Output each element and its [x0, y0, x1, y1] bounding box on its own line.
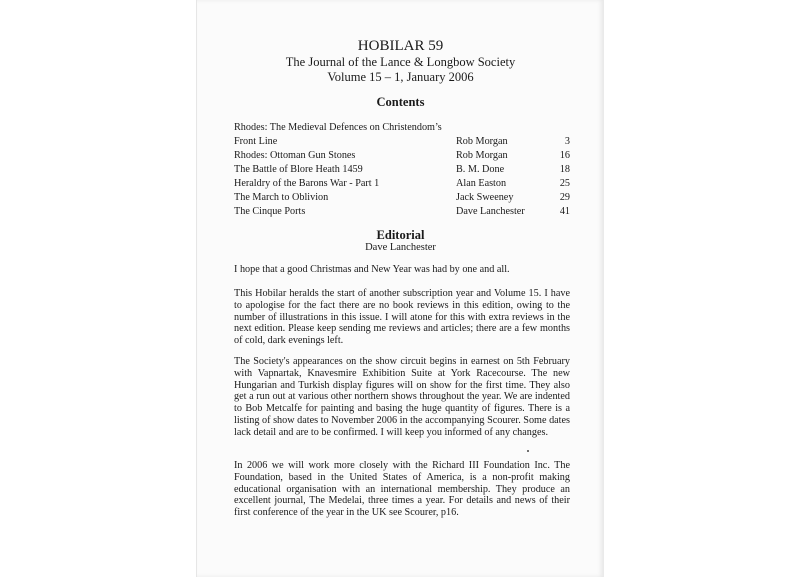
- toc-author: Dave Lanchester: [456, 206, 525, 217]
- editorial-paragraph: In 2006 we will work more closely with the Richard III Foundation Inc. The Foundation, based in the United States of America, is a non-profit making educational organisation with an international membership. They produce an excellent journal, The Medelai, three times a year. For details and news of their first conference of the year in the UK see Scourer, p16.: [234, 460, 570, 519]
- toc-title: Rhodes: The Medieval Defences on Christendom’s: [234, 122, 442, 133]
- journal-page: [196, 0, 604, 577]
- journal-header: [197, 38, 604, 85]
- toc-page: 41: [559, 206, 570, 217]
- editorial-author: Dave Lanchester: [365, 242, 436, 253]
- toc-page: 29: [559, 192, 570, 203]
- toc-row: [234, 191, 570, 205]
- toc-title: Rhodes: Ottoman Gun Stones: [234, 150, 356, 161]
- toc-row: [234, 121, 570, 135]
- toc-author: Jack Sweeney: [456, 192, 514, 203]
- journal-issue: Volume 15 – 1, January 2006: [327, 70, 474, 84]
- toc-row: [234, 149, 570, 163]
- journal-subtitle: The Journal of the Lance & Longbow Society: [285, 55, 516, 69]
- toc-author: Rob Morgan: [456, 150, 508, 161]
- toc-title: Heraldry of the Barons War - Part 1: [234, 178, 380, 189]
- toc-title: The March to Oblivion: [234, 192, 329, 203]
- editorial-heading: Editorial: [376, 228, 425, 242]
- scan-speck: [527, 450, 529, 452]
- toc-title: The Battle of Blore Heath 1459: [234, 164, 363, 175]
- contents-heading: Contents: [376, 95, 425, 109]
- toc-author: Alan Easton: [456, 178, 507, 189]
- table-of-contents: [234, 121, 570, 219]
- editorial-paragraph: This Hobilar heralds the start of another subscription year and Volume 15. I have to apologise for the fact there are no book reviews in this edition, owing to the number of illustrations in this issue. I will atone for this with extra reviews in the next edition. Please keep sending me reviews and articles; there are a few months of cold, dark evenings left.: [234, 288, 570, 347]
- editorial-paragraph: The Society's appearances on the show circuit begins in earnest on 5th February with Vapnartak, Knavesmire Exhibition Suite at York Racecourse. The new Hungarian and Turkish display figures will on show for the first time. They also get a run out at various other northern shows throughout the year. We are indented to Bob Metcalfe for painting and basing the huge quantity of figures. There is a listing of show dates to November 2006 in the accompanying Scourer. Some dates lack detail and are to be confirmed. I will keep you informed of any changes.: [234, 356, 570, 438]
- toc-title: Front Line: [234, 136, 278, 147]
- toc-row: [234, 163, 570, 177]
- toc-page: 16: [559, 150, 570, 161]
- toc-title: The Cinque Ports: [234, 206, 306, 217]
- toc-page: 3: [564, 136, 570, 147]
- toc-row: [234, 135, 570, 149]
- toc-author: Rob Morgan: [456, 136, 508, 147]
- toc-page: 18: [559, 164, 570, 175]
- toc-row: [234, 205, 570, 219]
- editorial-paragraph: I hope that a good Christmas and New Year was had by one and all.: [234, 264, 510, 275]
- toc-author: B. M. Done: [456, 164, 505, 175]
- toc-page: 25: [559, 178, 570, 189]
- toc-row: [234, 177, 570, 191]
- journal-title: HOBILAR 59: [357, 38, 444, 54]
